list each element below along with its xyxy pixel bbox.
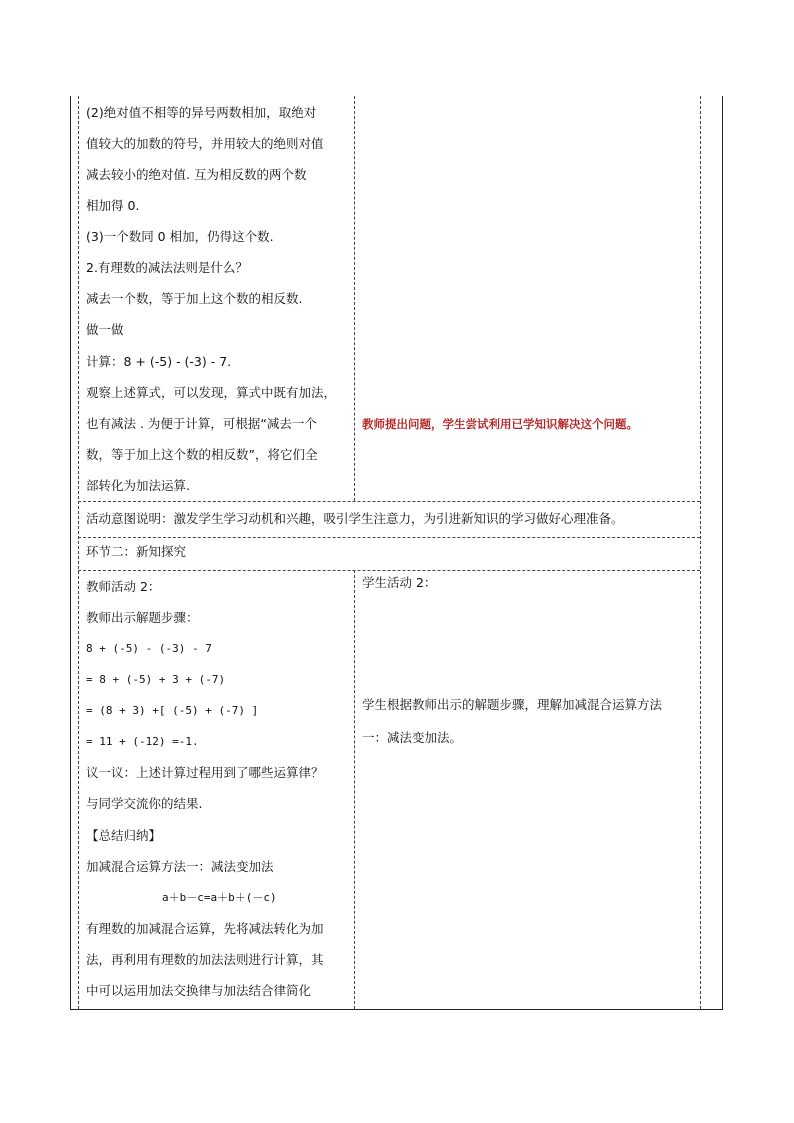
text-line: 法，再利用有理数的加法法则进行计算，其	[86, 952, 324, 967]
activity-intent: 活动意图说明：激发学生学习动机和兴趣，吸引学生注意力，为引进新知识的学习做好心理准备。	[86, 511, 624, 526]
text-line: 教师出示解题步骤：	[86, 610, 199, 625]
text-line: 加减混合运算方法一：减法变加法	[86, 859, 274, 874]
column-divider-top	[354, 96, 355, 501]
table-inner-left-border	[78, 96, 79, 1009]
text-line: 有理数的加减混合运算，先将减法转化为加	[86, 921, 324, 936]
row-divider-activity2	[78, 570, 700, 571]
text-line: 相加得 0.	[86, 198, 140, 213]
math-line: = 11 + (-12) =-1.	[86, 735, 199, 748]
row-divider-intent	[78, 501, 700, 502]
column-divider-activity2	[354, 570, 355, 1009]
text-line: 也有减法 . 为便于计算，可根据“减去一个	[86, 416, 317, 431]
text-line: (3)一个数同 0 相加，仍得这个数.	[86, 229, 274, 244]
teacher-note: 教师提出问题，学生尝试利用已学知识解决这个问题。	[362, 417, 638, 431]
math-line: = 8 + (-5) + 3 + (-7)	[86, 673, 226, 686]
student-activity-heading: 学生活动 2：	[362, 575, 437, 590]
row-divider-section2	[78, 537, 700, 538]
summary-heading: 【总结归纳】	[86, 828, 162, 843]
text-line: 减去一个数，等于加上这个数的相反数.	[86, 291, 303, 306]
text-line: 计算：8 + (-5) - (-3) - 7.	[86, 354, 232, 369]
text-line: 2.有理数的减法法则是什么？	[86, 260, 248, 275]
formula-line: a＋b－c=a＋b＋(－c)	[162, 891, 277, 904]
text-line: 与同学交流你的结果.	[86, 796, 203, 811]
math-line: 8 + (-5) - (-3) - 7	[86, 642, 212, 655]
section-title: 环节二：新知探究	[86, 544, 187, 559]
text-line: 中可以运用加法交换律与加法结合律简化	[86, 983, 312, 998]
text-line: 观察上述算式，可以发现，算式中既有加法，	[86, 385, 337, 400]
teacher-activity-heading: 教师活动 2：	[86, 579, 161, 594]
math-line: = (8 + 3) +[ (-5) + (-7) ]	[86, 704, 259, 717]
text-line: 数，等于加上这个数的相反数”，将它们全	[86, 447, 318, 462]
text-line: 部转化为加法运算.	[86, 478, 190, 493]
text-line: 一：减法变加法。	[362, 730, 463, 745]
text-line: 学生根据教师出示的解题步骤，理解加减混合运算方法	[362, 697, 663, 712]
text-line: 做一做	[86, 322, 124, 337]
text-line: 值较大的加数的符号，并用较大的绝则对值	[86, 136, 324, 151]
text-line: 议一议：上述计算过程用到了哪些运算律？	[86, 765, 324, 780]
text-line: 减去较小的绝对值. 互为相反数的两个数	[86, 167, 307, 182]
table-inner-right-border	[700, 96, 701, 1009]
text-line: (2)绝对值不相等的异号两数相加，取绝对	[86, 105, 317, 120]
